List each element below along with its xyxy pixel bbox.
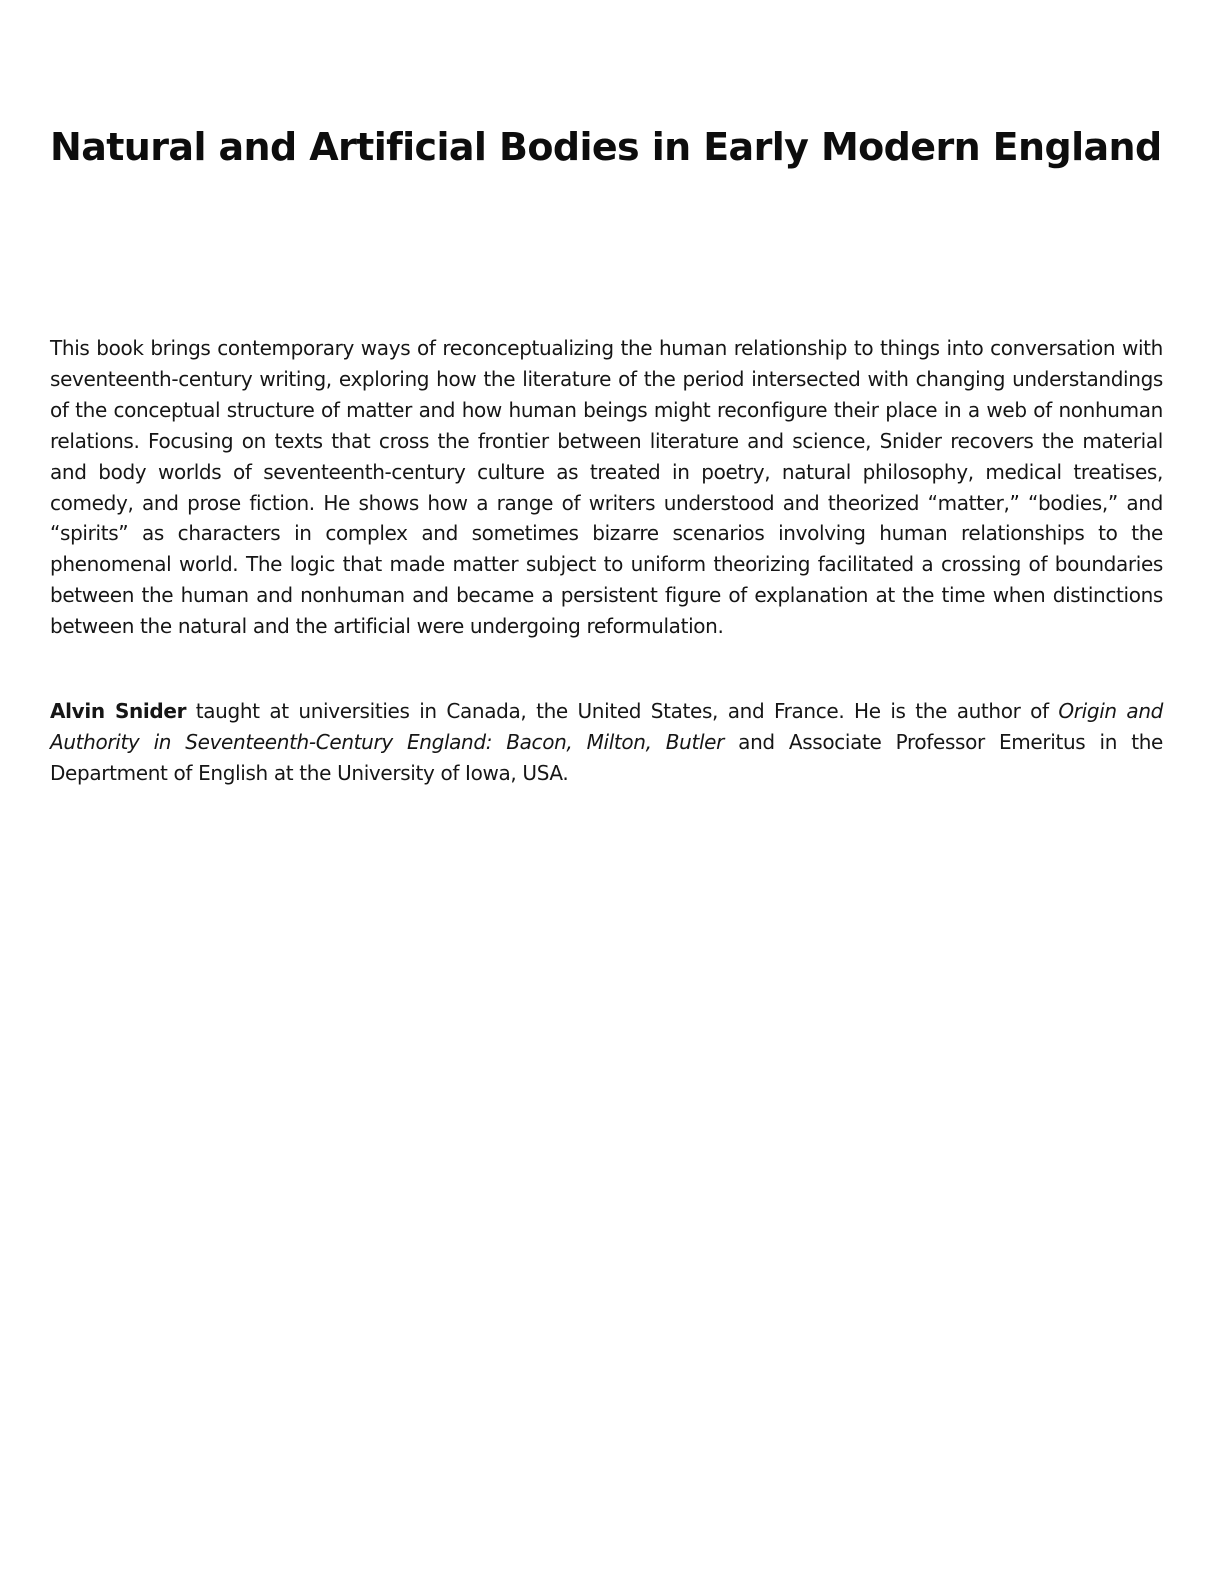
author-bio-text-after: and Associate Professor Emeritus in the Department of English at the University of Iowa, USA. [50,730,1163,785]
author-bio-text-before: taught at universities in Canada, the United States, and France. He is the author of [186,699,1059,723]
author-name: Alvin Snider [50,699,187,723]
author-previous-book-title: Origin and Authority in Seventeenth-Century England: Bacon, Milton, Butler [50,699,1163,754]
book-description: This book brings contemporary ways of reconceptualizing the human relationship to things into conversation with seventeenth-century writing, exploring how the literature of the period intersected with changing understandings of the conceptual structure of matter and how human beings might reconfigure their place in a web of nonhuman relations. Focusing on texts that cross the frontier between literature and science, Snider recovers the material and body worlds of seventeenth-century culture as treated in poetry, natural philosophy, medical treatises, comedy, and prose fiction. He shows how a range of writers understood and theorized “matter,” “bodies,” and “spirits” as characters in complex and sometimes bizarre scenarios involving human relationships to the phenomenal world. The logic that made matter subject to uniform theorizing facilitated a crossing of boundaries between the human and nonhuman and became a persistent figure of explanation at the time when distinctions between the natural and the artificial were undergoing reformulation. [50,336,1163,639]
author-bio [50,696,1163,789]
book-title: Natural and Artificial Bodies in Early Modern England [50,125,1162,169]
